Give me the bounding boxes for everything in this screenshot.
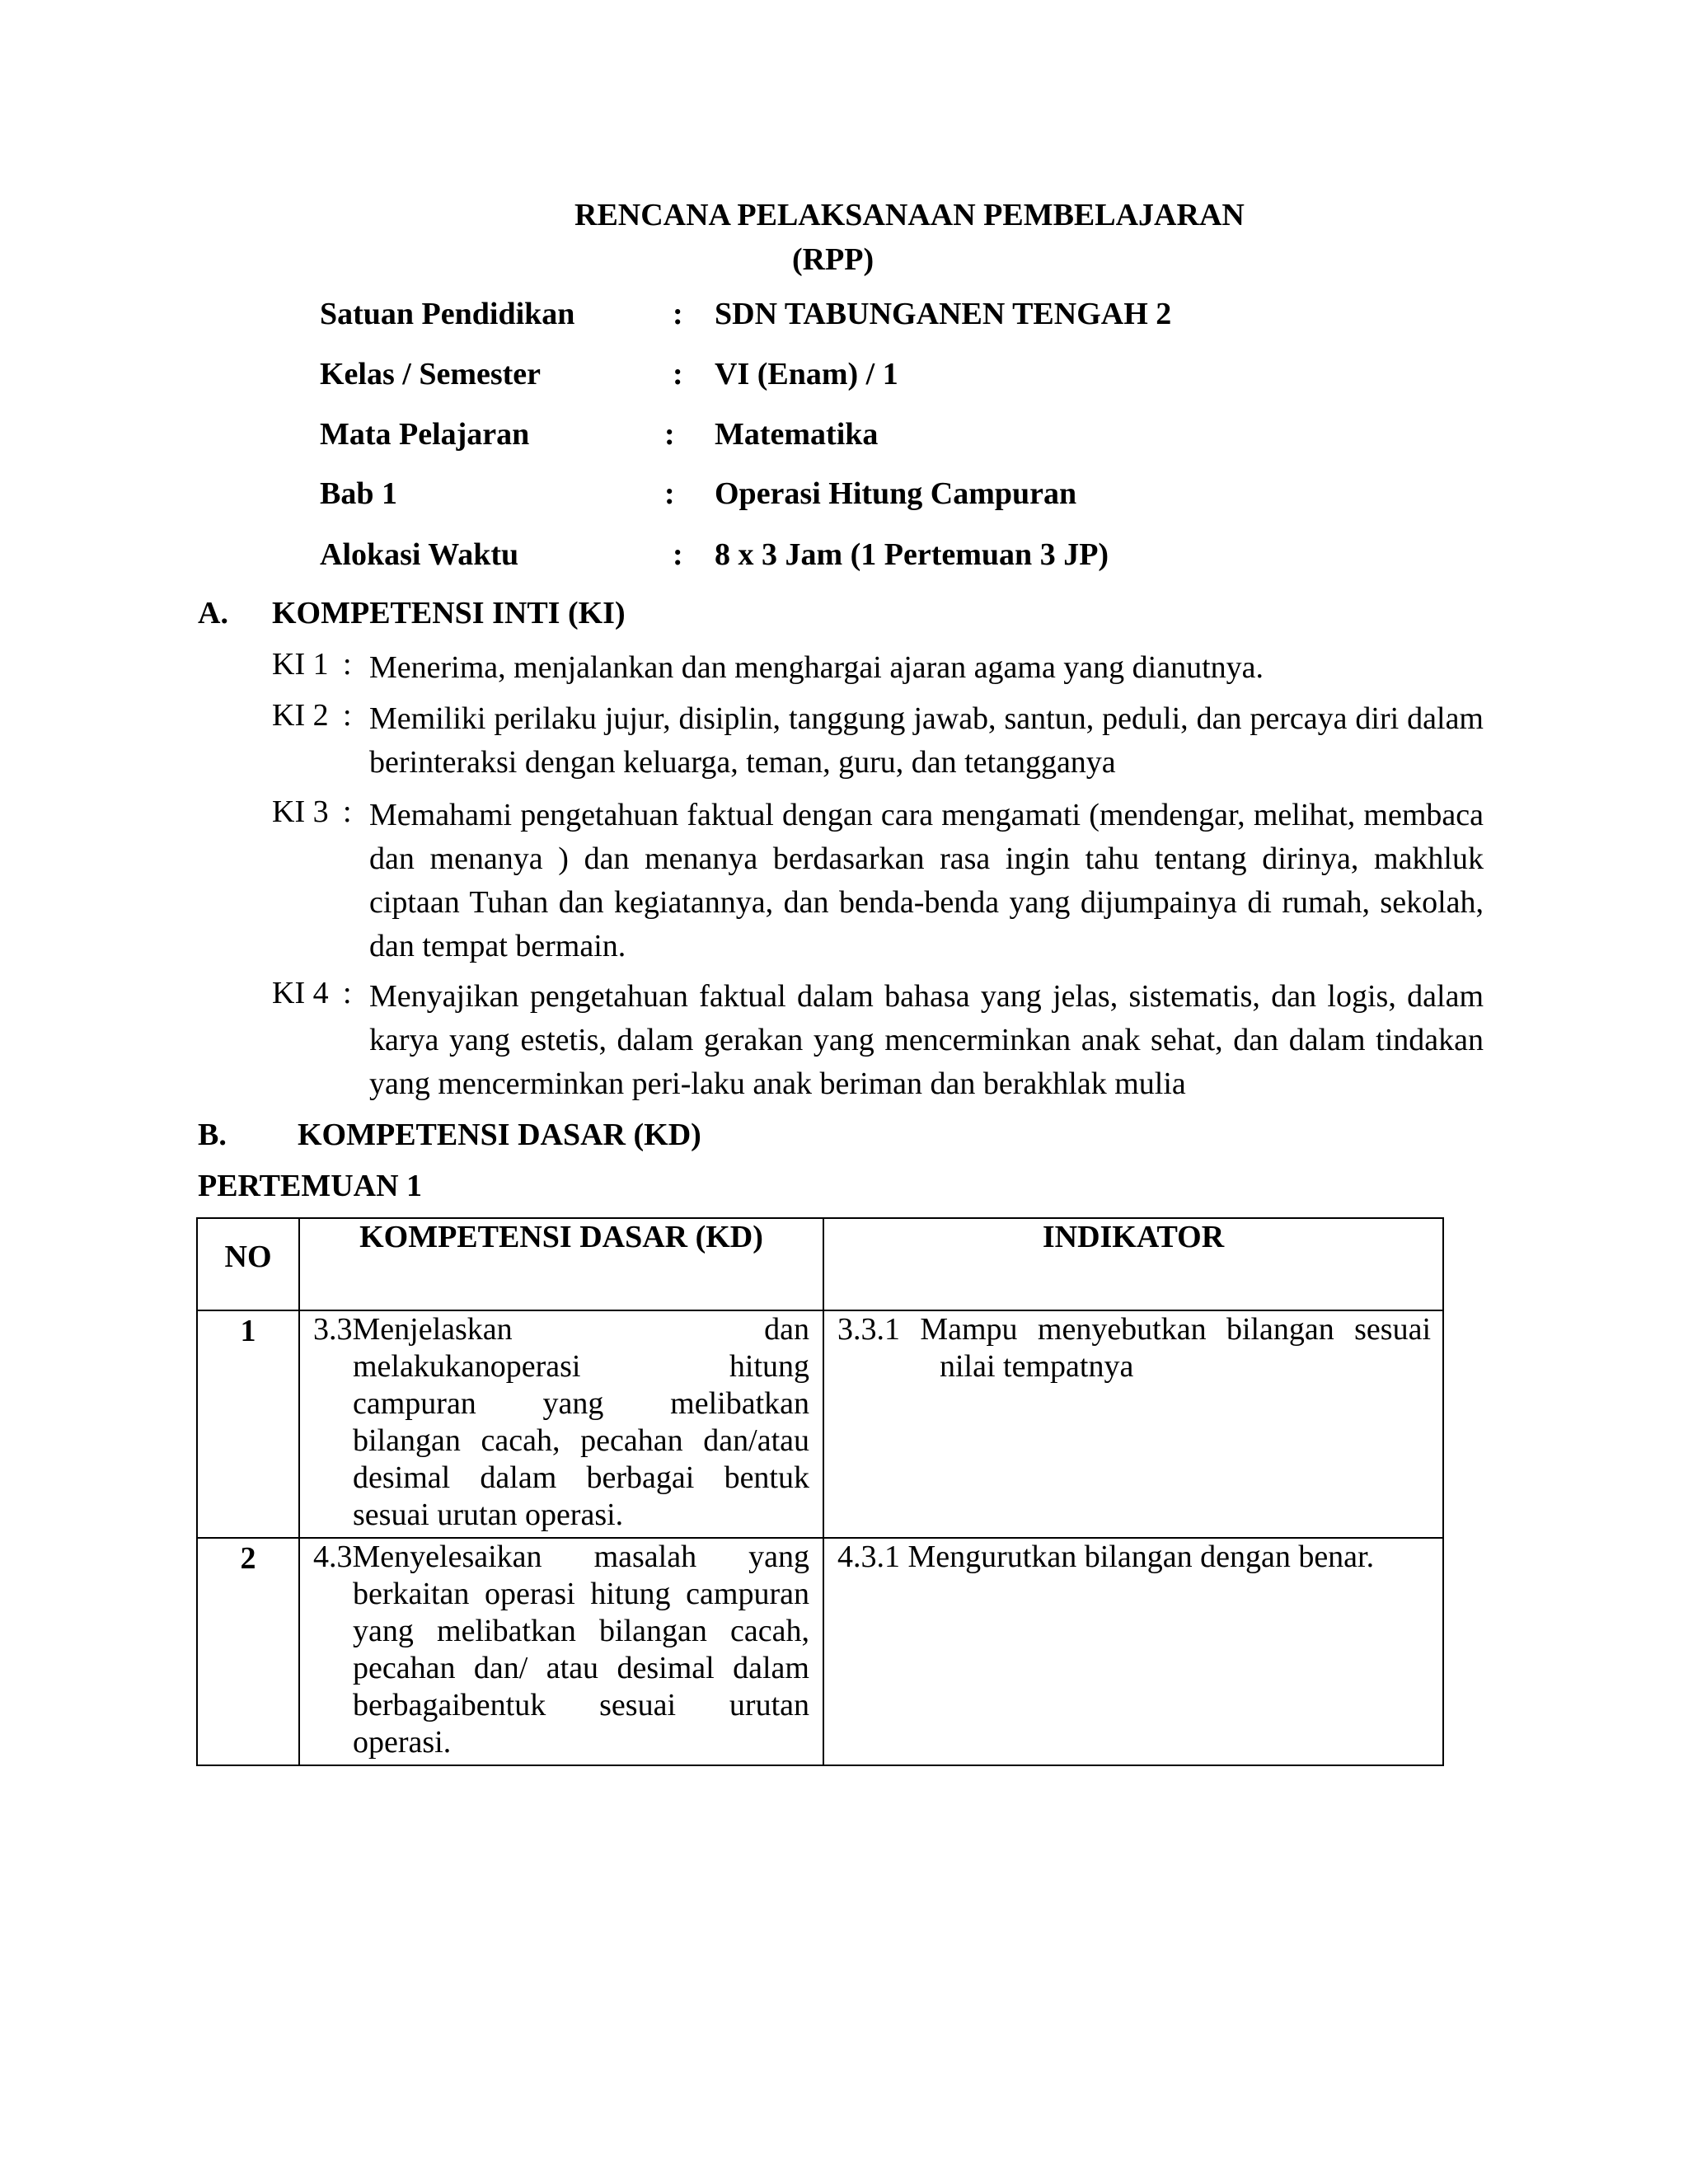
kd-line: berkaitan operasi hitung campuran: [353, 1577, 809, 1611]
table-row: [197, 1538, 1443, 1765]
meta-colon: :: [673, 357, 683, 391]
meta-label-satuan: Satuan Pendidikan: [320, 297, 575, 331]
ki-colon: :: [343, 794, 352, 829]
kd-continuation: [313, 1348, 809, 1534]
ki-colon: :: [343, 976, 352, 1010]
meta-value-alokasi: 8 x 3 Jam (1 Pertemuan 3 JP): [715, 537, 1109, 572]
meta-label-alokasi: Alokasi Waktu: [320, 537, 519, 572]
table-row: [197, 1310, 1443, 1538]
meta-label-kelas: Kelas / Semester: [320, 357, 542, 391]
kd-line: desimal dalam berbagai bentuk: [353, 1460, 809, 1495]
meta-colon: :: [664, 417, 675, 452]
kd-line: yang melibatkan bilangan cacah,: [353, 1614, 809, 1648]
header-no: NO: [197, 1218, 299, 1310]
row-no: 2: [197, 1538, 299, 1765]
section-b-letter: B.: [198, 1118, 227, 1152]
meta-value-mapel: Matematika: [715, 417, 879, 452]
indikator-first-line: 3.3.1 Mampu menyebutkan bilangan sesuai: [837, 1312, 1431, 1347]
row-indikator: [823, 1310, 1443, 1538]
section-a-heading: KOMPETENSI INTI (KI): [272, 596, 626, 630]
kd-first-line: 4.3Menyelesaikan masalah yang: [313, 1540, 809, 1574]
header-indikator: INDIKATOR: [823, 1218, 1443, 1310]
kd-code: 3.3Menjelaskan: [313, 1312, 513, 1347]
kd-line: bilangan cacah, pecahan dan/atau: [353, 1423, 809, 1458]
kd-line: berbagaibentuk sesuai urutan: [353, 1688, 809, 1722]
indikator-continuation: nilai tempatnya: [940, 1349, 1134, 1384]
ki-2-text: Memiliki perilaku jujur, disiplin, tanggung jawab, santun, peduli, dan percaya diri dalam berinteraksi dengan keluarga, teman, guru, dan tetangganya: [369, 701, 1484, 780]
meta-value-satuan: SDN TABUNGANEN TENGAH 2: [715, 297, 1172, 331]
table-header-row: [197, 1218, 1443, 1310]
ki-4-label: KI 4: [272, 976, 329, 1010]
kd-line: operasi.: [353, 1725, 452, 1760]
indikator-first-line: 4.3.1 Mengurutkan bilangan dengan benar.: [837, 1540, 1375, 1574]
ki-3-text: Memahami pengetahuan faktual dengan cara mengamati (mendengar, melihat, membaca dan menanya ) dan menanya berdasarkan rasa ingin tahu tentang dirinya, makhluk ciptaan Tuhan dan kegiatannya, dan benda-benda yang dijumpainya di rumah, sekolah, dan tempat bermain.: [369, 798, 1484, 963]
ki-4-text: Menyajikan pengetahuan faktual dalam bahasa yang jelas, sistematis, dan logis, dalam karya yang estetis, dalam gerakan yang mencerminkan anak sehat, dan dalam tindakan yang mencerminkan peri-laku anak beriman dan berakhlak mulia: [369, 979, 1484, 1101]
meta-colon: :: [673, 297, 683, 331]
ki-colon: :: [343, 647, 352, 682]
kd-line: melakukanoperasi hitung: [353, 1349, 809, 1384]
ki-3-label: KI 3: [272, 794, 329, 829]
meeting-heading: PERTEMUAN 1: [198, 1169, 423, 1203]
kd-line: campuran yang melibatkan: [353, 1386, 809, 1421]
meta-colon: :: [664, 476, 675, 511]
document-subtitle: (RPP): [792, 242, 874, 277]
meta-label-bab: Bab 1: [320, 476, 397, 511]
section-a-letter: A.: [198, 596, 228, 630]
kd-continuation: [313, 1576, 809, 1761]
row-indikator: [823, 1538, 1443, 1765]
document-title: RENCANA PELAKSANAAN PEMBELAJARAN: [574, 198, 1245, 232]
meta-value-kelas: VI (Enam) / 1: [715, 357, 898, 391]
section-b-heading: KOMPETENSI DASAR (KD): [298, 1118, 701, 1152]
kd-first-line: [313, 1311, 809, 1348]
meta-value-bab: Operasi Hitung Campuran: [715, 476, 1077, 511]
row-kd: [299, 1538, 823, 1765]
kd-first-tail: dan: [764, 1312, 809, 1347]
ki-1-text: Menerima, menjalankan dan menghargai ajaran agama yang dianutnya.: [369, 650, 1264, 685]
ki-1-label: KI 1: [272, 647, 329, 682]
row-kd: [299, 1310, 823, 1538]
ki-2-label: KI 2: [272, 698, 329, 733]
ki-colon: :: [343, 698, 352, 733]
header-kd: KOMPETENSI DASAR (KD): [299, 1218, 823, 1310]
row-no: 1: [197, 1310, 299, 1538]
kd-line: pecahan dan/ atau desimal dalam: [353, 1651, 809, 1685]
kd-line: sesuai urutan operasi.: [353, 1497, 624, 1532]
meta-label-mapel: Mata Pelajaran: [320, 417, 530, 452]
meta-colon: :: [673, 537, 683, 572]
kd-table: [196, 1217, 1444, 1766]
